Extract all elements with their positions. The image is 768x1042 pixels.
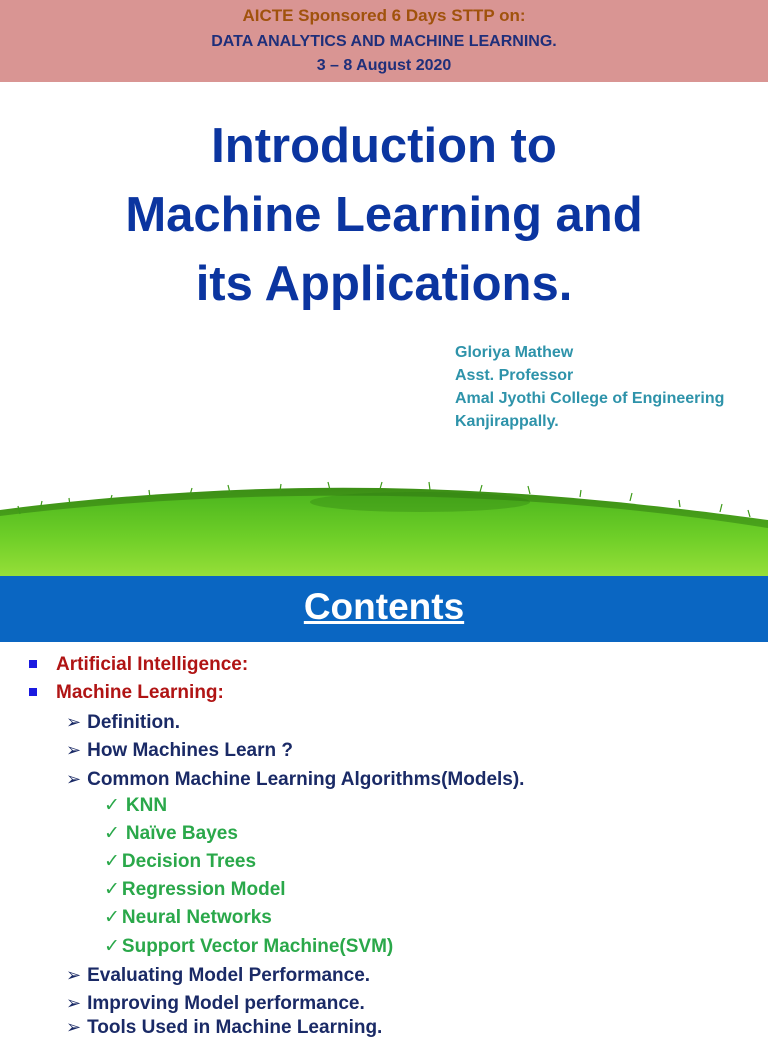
list-item: ➢ Tools Used in Machine Learning.: [66, 1017, 383, 1038]
list-item: ➢ How Machines Learn ?: [66, 740, 293, 761]
contents-heading: Contents: [303, 586, 465, 627]
arrow-bullet-icon: ➢: [66, 993, 82, 1013]
checkmark-icon: ✓: [104, 823, 120, 844]
list-item: ✓ Support Vector Machine(SVM): [104, 936, 394, 957]
author-name: Gloriya Mathew: [455, 344, 574, 361]
title-line-1: Introduction to: [211, 119, 557, 173]
author-block: [455, 341, 724, 433]
arrow-bullet-icon: ➢: [66, 712, 82, 732]
checkmark-icon: ✓: [104, 907, 120, 928]
author-designation: Asst. Professor: [455, 367, 574, 384]
list-item: ➢ Common Machine Learning Algorithms(Models).: [66, 769, 525, 790]
title-line-3: its Applications.: [195, 257, 573, 311]
checkmark-icon: ✓: [104, 851, 120, 872]
arrow-bullet-icon: ➢: [66, 965, 82, 985]
contents-heading-bar: [0, 576, 768, 642]
slide-title: [0, 112, 768, 319]
title-line-2: Machine Learning and: [125, 188, 643, 242]
checkmark-icon: ✓: [104, 795, 120, 816]
list-item: ✓ Neural Networks: [104, 907, 272, 928]
list-item: ➢ Definition.: [66, 712, 180, 733]
header-banner: [0, 0, 768, 82]
list-item: ✓ KNN: [104, 795, 168, 816]
author-institution: Amal Jyothi College of Engineering: [455, 390, 725, 407]
grass-hill-illustration: [0, 480, 768, 580]
list-item: ✓ Naïve Bayes: [104, 823, 238, 844]
banner-line-1: AICTE Sponsored 6 Days STTP on:: [242, 6, 526, 25]
arrow-bullet-icon: ➢: [66, 769, 82, 789]
checkmark-icon: ✓: [104, 879, 120, 900]
square-bullet-icon: [29, 688, 37, 696]
square-bullet-icon: [29, 660, 37, 668]
arrow-bullet-icon: ➢: [66, 1017, 82, 1037]
checkmark-icon: ✓: [104, 936, 120, 957]
author-place: Kanjirappally.: [455, 413, 559, 430]
list-item: ✓ Regression Model: [104, 879, 286, 900]
list-item: Machine Learning:: [0, 679, 224, 707]
list-item: Artificial Intelligence:: [0, 651, 248, 679]
banner-line-2: DATA ANALYTICS AND MACHINE LEARNING.: [211, 33, 557, 50]
list-item: ➢ Improving Model performance.: [66, 993, 365, 1014]
list-item: ✓ Decision Trees: [104, 851, 257, 872]
banner-line-3: 3 – 8 August 2020: [316, 57, 452, 74]
list-item: ➢ Evaluating Model Performance.: [66, 965, 371, 986]
arrow-bullet-icon: ➢: [66, 740, 82, 760]
